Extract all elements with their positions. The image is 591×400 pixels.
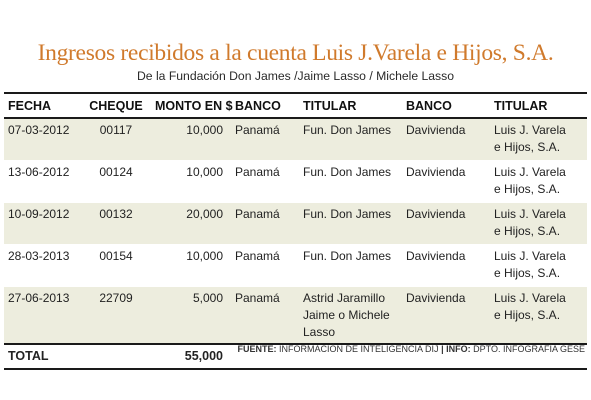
header-monto: MONTO EN $ bbox=[151, 93, 231, 118]
header-titular-origen: TITULAR bbox=[299, 93, 402, 118]
table-row bbox=[4, 287, 587, 345]
cell-monto: 5,000 bbox=[151, 287, 231, 345]
titular-line: Fun. Don James bbox=[303, 249, 392, 263]
cell-monto: 10,000 bbox=[151, 161, 231, 203]
table-row bbox=[4, 161, 587, 203]
cell-banco-destino: Davivienda bbox=[402, 203, 490, 245]
cell-fecha: 07-03-2012 bbox=[4, 118, 81, 161]
cell-fecha: 28-03-2013 bbox=[4, 245, 81, 287]
cell-titular-destino bbox=[490, 245, 587, 287]
cell-cheque: 22709 bbox=[81, 287, 151, 345]
titular-line: Fun. Don James bbox=[303, 207, 392, 221]
header-fecha: FECHA bbox=[4, 93, 81, 118]
page-subtitle: De la Fundación Don James /Jaime Lasso / Michele Lasso bbox=[136, 69, 455, 83]
table-row bbox=[4, 203, 587, 245]
cell-titular-origen bbox=[299, 203, 402, 245]
titular-line: e Hijos, S.A. bbox=[494, 224, 561, 238]
source-credit bbox=[238, 344, 585, 354]
titular-line: Jaime o Michele bbox=[303, 308, 390, 322]
source-separator: | bbox=[441, 344, 444, 354]
cell-cheque: 00154 bbox=[81, 245, 151, 287]
cell-fecha: 13-06-2012 bbox=[4, 161, 81, 203]
titular-line: Luis J. Varela bbox=[494, 207, 566, 221]
cell-cheque: 00117 bbox=[81, 118, 151, 161]
payments-table bbox=[4, 92, 587, 370]
cell-banco-origen: Panamá bbox=[231, 161, 299, 203]
cell-cheque: 00124 bbox=[81, 161, 151, 203]
cell-titular-destino bbox=[490, 118, 587, 161]
info-label: INFO: bbox=[446, 344, 471, 354]
cell-banco-origen: Panamá bbox=[231, 245, 299, 287]
cell-monto: 10,000 bbox=[151, 118, 231, 161]
cell-banco-origen: Panamá bbox=[231, 287, 299, 345]
cell-fecha: 27-06-2013 bbox=[4, 287, 81, 345]
titular-line: Astrid Jaramillo bbox=[303, 291, 386, 305]
source-text: INFORMACIÓN DE INTELIGENCIA DIJ bbox=[279, 344, 439, 354]
cell-banco-origen: Panamá bbox=[231, 118, 299, 161]
cell-banco-destino: Davivienda bbox=[402, 161, 490, 203]
cell-titular-origen bbox=[299, 287, 402, 345]
header-banco-destino: BANCO bbox=[402, 93, 490, 118]
titular-line: Luis J. Varela bbox=[494, 165, 566, 179]
cell-titular-origen bbox=[299, 118, 402, 161]
cell-titular-destino bbox=[490, 161, 587, 203]
cell-banco-origen: Panamá bbox=[231, 203, 299, 245]
table-row bbox=[4, 245, 587, 287]
titular-line: Luis J. Varela bbox=[494, 123, 566, 137]
titular-line: e Hijos, S.A. bbox=[494, 140, 561, 154]
cell-cheque: 00132 bbox=[81, 203, 151, 245]
titular-line: e Hijos, S.A. bbox=[494, 266, 561, 280]
cell-titular-destino bbox=[490, 287, 587, 345]
cell-monto: 20,000 bbox=[151, 203, 231, 245]
titular-line: Luis J. Varela bbox=[494, 249, 566, 263]
source-label: FUENTE: bbox=[237, 344, 277, 354]
cell-banco-destino: Davivienda bbox=[402, 245, 490, 287]
titular-line: Fun. Don James bbox=[303, 165, 392, 179]
cell-fecha: 10-09-2012 bbox=[4, 203, 81, 245]
table-header-row bbox=[4, 93, 587, 118]
titular-line: e Hijos, S.A. bbox=[494, 182, 561, 196]
header-banco-origen: BANCO bbox=[231, 93, 299, 118]
total-value: 55,000 bbox=[151, 344, 231, 369]
titular-line: e Hijos, S.A. bbox=[494, 308, 561, 322]
cell-titular-origen bbox=[299, 245, 402, 287]
info-text: DPTO. INFOGRAFÍA GESE bbox=[473, 344, 585, 354]
cell-banco-destino: Davivienda bbox=[402, 118, 490, 161]
cell-titular-destino bbox=[490, 203, 587, 245]
page-title: Ingresos recibidos a la cuenta Luis J.Varela e Hijos, S.A. bbox=[37, 40, 554, 66]
header-titular-destino: TITULAR bbox=[490, 93, 587, 118]
cell-titular-origen bbox=[299, 161, 402, 203]
header-cheque: CHEQUE bbox=[81, 93, 151, 118]
table-row bbox=[4, 118, 587, 161]
cell-monto: 10,000 bbox=[151, 245, 231, 287]
titular-line: Luis J. Varela bbox=[494, 291, 566, 305]
total-label: TOTAL bbox=[4, 344, 81, 369]
titular-line: Lasso bbox=[303, 325, 336, 339]
titular-line: Fun. Don James bbox=[303, 123, 392, 137]
cell-banco-destino: Davivienda bbox=[402, 287, 490, 345]
